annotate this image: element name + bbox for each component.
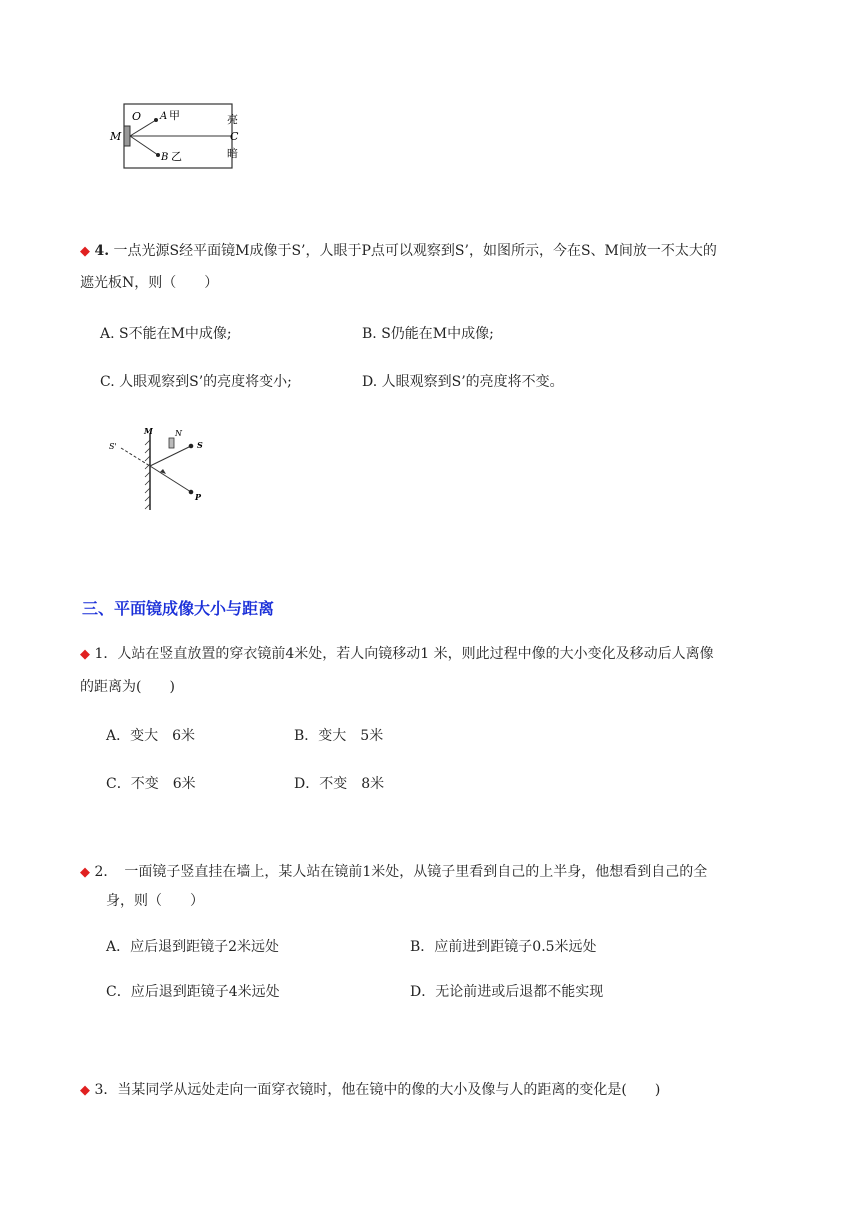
bullet-diamond-icon: ◆ xyxy=(80,647,90,662)
label-o: O xyxy=(132,110,142,123)
s3q3-text-line1: 3．当某同学从远处走向一面穿衣镜时，他在镜中的像的大小及像与人的距离的变化是( ) xyxy=(94,1082,661,1098)
label-m: M xyxy=(110,130,122,143)
shield-n xyxy=(169,438,174,448)
q4-text-line1: 一点光源S经平面镜M成像于S’，人眼于P点可以观察到S’，如图所示，今在S、M间放一不太大的 xyxy=(113,243,717,259)
q4-option-b: B. S仍能在M中成像; xyxy=(362,326,494,342)
label-s-prime: S' xyxy=(109,442,117,451)
s3q1-line1 xyxy=(80,644,714,665)
label-liang: 亮 xyxy=(227,113,238,126)
q4-option-a: A. S不能在M中成像; xyxy=(100,326,232,342)
label-an: 暗 xyxy=(227,147,238,160)
label-m2: M xyxy=(144,426,153,436)
label-jia: 甲 xyxy=(169,109,180,122)
s3q2-line1 xyxy=(80,862,707,883)
label-p: P xyxy=(195,492,202,502)
q4-number: 4. xyxy=(94,243,110,259)
section-title: 三、平面镜成像大小与距离 xyxy=(82,599,275,618)
s3q2-text-line1: 2． 一面镜子竖直挂在墙上，某人站在镜前1米处，从镜子里看到自己的上半身，他想看到自己的全 xyxy=(94,864,708,880)
q4-option-d: D. 人眼观察到S’的亮度将不变。 xyxy=(362,374,564,390)
label-n: N xyxy=(175,429,182,438)
s3q1-option-a: A．变大 6米 xyxy=(106,728,196,744)
s3q1-option-c: C．不变 6米 xyxy=(106,776,196,792)
figure-mirror-source xyxy=(105,424,215,516)
figure-mirror-box xyxy=(100,98,250,178)
q4-text-line2: 遮光板N，则（ ） xyxy=(80,275,219,291)
s3q3-line1 xyxy=(80,1080,660,1101)
label-yi: 乙 xyxy=(171,150,182,163)
s3q2-option-a: A．应后退到距镜子2米远处 xyxy=(106,939,280,955)
bullet-diamond-icon: ◆ xyxy=(80,865,90,880)
s3q1-text-line2: 的距离为( ) xyxy=(80,679,175,695)
q4-line1 xyxy=(80,241,717,262)
label-a: A xyxy=(160,111,168,122)
bullet-diamond-icon: ◆ xyxy=(80,244,90,259)
bullet-diamond-icon: ◆ xyxy=(80,1083,90,1098)
s3q2-option-b: B．应前进到距镜子0.5米远处 xyxy=(410,939,597,955)
label-s: S xyxy=(197,440,203,450)
s3q2-option-c: C．应后退到距镜子4米远处 xyxy=(106,984,280,1000)
label-b: B xyxy=(161,152,169,163)
s3q1-option-b: B．变大 5米 xyxy=(294,728,384,744)
mirror-m xyxy=(124,126,130,146)
s3q1-text-line1: 1．人站在竖直放置的穿衣镜前4米处，若人向镜移动1 米，则此过程中像的大小变化及移动后人离像 xyxy=(94,646,714,662)
s3q1-option-d: D．不变 8米 xyxy=(294,776,385,792)
q4-option-c: C. 人眼观察到S’的亮度将变小; xyxy=(100,374,292,390)
s3q2-option-d: D．无论前进或后退都不能实现 xyxy=(410,984,604,1000)
s3q2-text-line2: 身，则（ ） xyxy=(106,893,204,909)
label-c: C xyxy=(230,130,239,143)
